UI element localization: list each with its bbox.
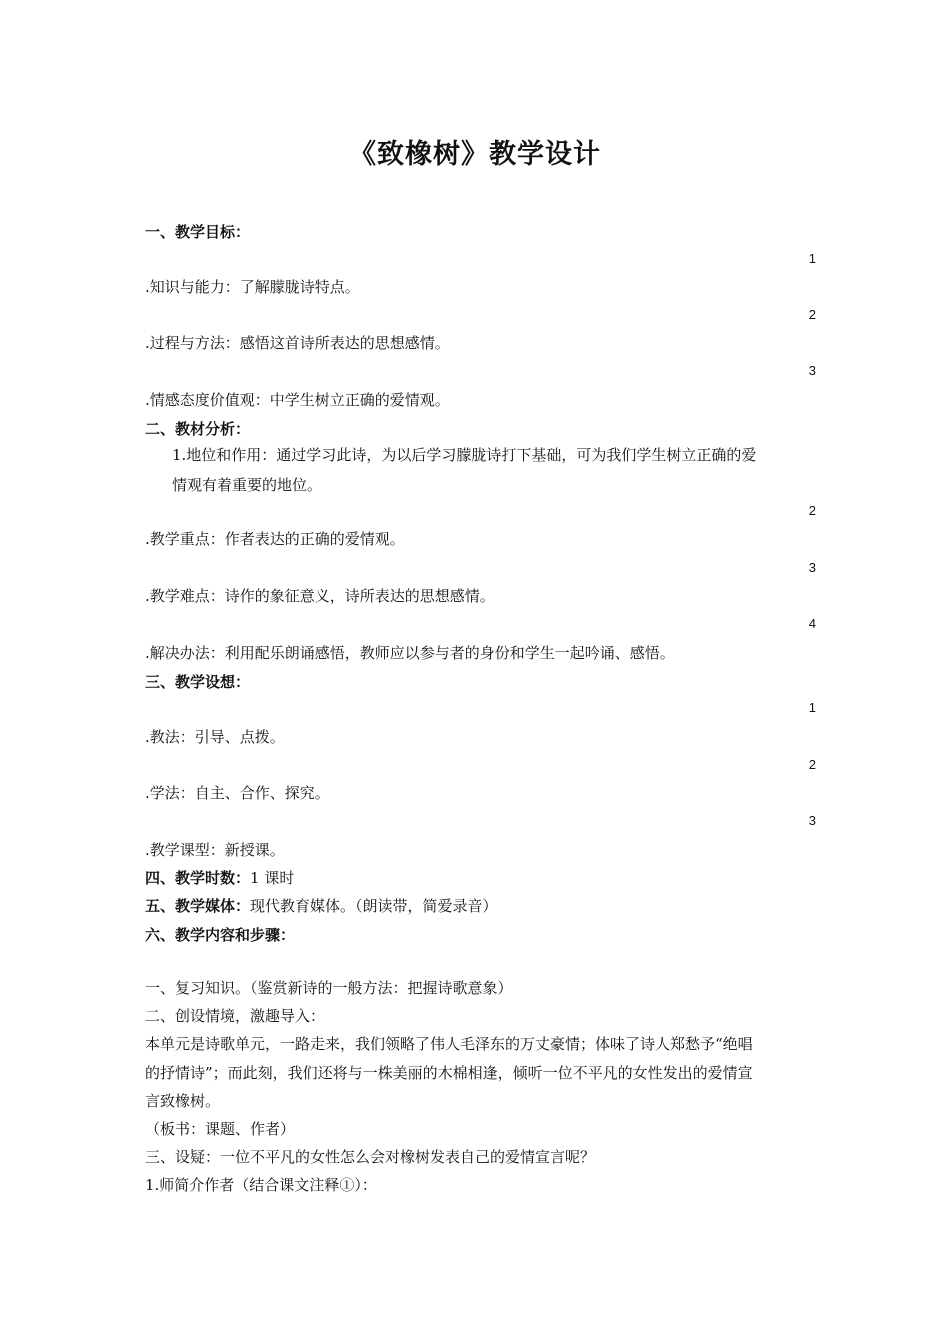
list-item: .教学课型：新授课。 <box>145 841 285 859</box>
list-number: 1 <box>808 700 816 715</box>
list-item: .教学重点：作者表达的正确的爱情观。 <box>145 530 405 548</box>
list-number: 3 <box>808 560 816 575</box>
list-number: 4 <box>808 616 816 631</box>
section-heading-ideas: 三、教学设想： <box>145 673 251 691</box>
list-item-continued: 情观有着重要的地位。 <box>172 476 323 494</box>
list-number: 1 <box>808 251 816 266</box>
list-item: .情感态度价值观：中学生树立正确的爱情观。 <box>145 391 450 409</box>
paragraph-line: 本单元是诗歌单元，一路走来，我们领略了伟人毛泽东的万丈豪情；体味了诗人郑愁予“绝唱 <box>145 1035 753 1053</box>
list-item: .学法：自主、合作、探究。 <box>145 784 330 802</box>
list-number: 2 <box>808 757 816 772</box>
paragraph-line: 言致橡树。 <box>145 1092 221 1110</box>
board-note: （板书：课题、作者） <box>145 1120 296 1138</box>
list-number: 2 <box>808 503 816 518</box>
paragraph-line: 的抒情诗”；而此刻，我们还将与一株美丽的木棉相逢，倾听一位不平凡的女性发出的爱情宣 <box>145 1064 753 1082</box>
step-question: 三、设疑：一位不平凡的女性怎么会对橡树发表自己的爱情宣言呢？ <box>145 1148 596 1166</box>
step-author: 1.师简介作者（结合课文注释①）： <box>145 1176 377 1194</box>
list-number: 3 <box>808 813 816 828</box>
hours-value: 1 课时 <box>250 869 295 887</box>
list-item: .教学难点：诗作的象征意义，诗所表达的思想感情。 <box>145 587 495 605</box>
list-item: .过程与方法：感悟这首诗所表达的思想感情。 <box>145 334 450 352</box>
document-title: 《致橡树》教学设计 <box>349 139 601 170</box>
section-heading-analysis: 二、教材分析： <box>145 420 251 438</box>
section-heading-steps: 六、教学内容和步骤： <box>145 926 296 944</box>
section-hours <box>145 868 294 888</box>
list-number: 2 <box>808 307 816 322</box>
list-number: 3 <box>808 363 816 378</box>
step-review: 一、复习知识。（鉴赏新诗的一般方法：把握诗歌意象） <box>145 979 513 997</box>
list-item: .教法：引导、点拨。 <box>145 728 285 746</box>
section-heading-hours: 四、教学时数： <box>145 869 251 887</box>
section-heading-media: 五、教学媒体： <box>145 897 251 915</box>
section-media <box>145 896 498 916</box>
section-heading-goals: 一、教学目标： <box>145 223 251 241</box>
media-value: 现代教育媒体。（朗读带，简爱录音） <box>250 897 498 915</box>
list-item: .知识与能力：了解朦胧诗特点。 <box>145 278 360 296</box>
list-item: 1.地位和作用：通过学习此诗，为以后学习朦胧诗打下基础，可为我们学生树立正确的爱 <box>172 446 757 464</box>
step-intro-heading: 二、创设情境，激趣导入： <box>145 1007 326 1025</box>
list-item: .解决办法：利用配乐朗诵感悟，教师应以参与者的身份和学生一起吟诵、感悟。 <box>145 644 675 662</box>
